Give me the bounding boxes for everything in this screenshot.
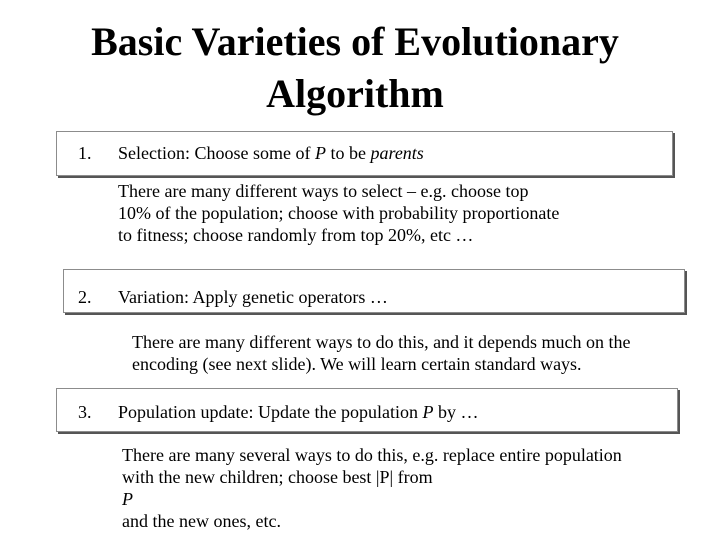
step-1-desc-line-1: There are many different ways to select – e.g. choose top [118,181,529,201]
step-3-description [122,444,622,532]
step-3-desc-line-1: There are many several ways to do this, e.g. replace entire population [122,445,622,465]
step-2-text: Variation: Apply genetic operators … [118,287,388,307]
step-1-text-prefix: Selection: Choose some of [118,143,315,163]
step-3-variable: P [422,402,434,422]
step-3-desc-line-2-prefix: with the new children; choose best |P| from [122,467,433,487]
slide-title-line-1: Basic Varieties of Evolutionary [91,19,619,64]
step-3-text [118,401,478,423]
step-3-text-suffix: by … [433,402,479,422]
step-2-desc-line-1: There are many different ways to do this, and it depends much on the [132,332,631,352]
slide-title [0,16,710,120]
slide-title-line-2: Algorithm [266,71,444,116]
step-3-text-prefix: Population update: Update the population [118,402,423,422]
step-2-description [132,331,631,375]
step-1-italic-word: parents [370,143,424,163]
step-1-text-mid: to be [325,143,371,163]
step-1-text [118,142,424,164]
step-3-desc-variable: P [122,489,133,509]
step-1-number: 1. [78,143,92,163]
step-1-variable: P [314,143,326,163]
step-2-desc-line-2: encoding (see next slide). We will learn certain standard ways. [132,354,582,374]
step-1-desc-line-2: 10% of the population; choose with probability proportionate [118,203,560,223]
step-1-desc-line-3: to fitness; choose randomly from top 20%, etc … [118,225,474,245]
step-3-desc-line-2-suffix: and the new ones, etc. [122,511,281,531]
step-3-number: 3. [78,402,92,422]
step-2-number: 2. [78,287,92,307]
step-3-desc-line-2 [122,466,622,532]
step-1-description [118,180,559,246]
